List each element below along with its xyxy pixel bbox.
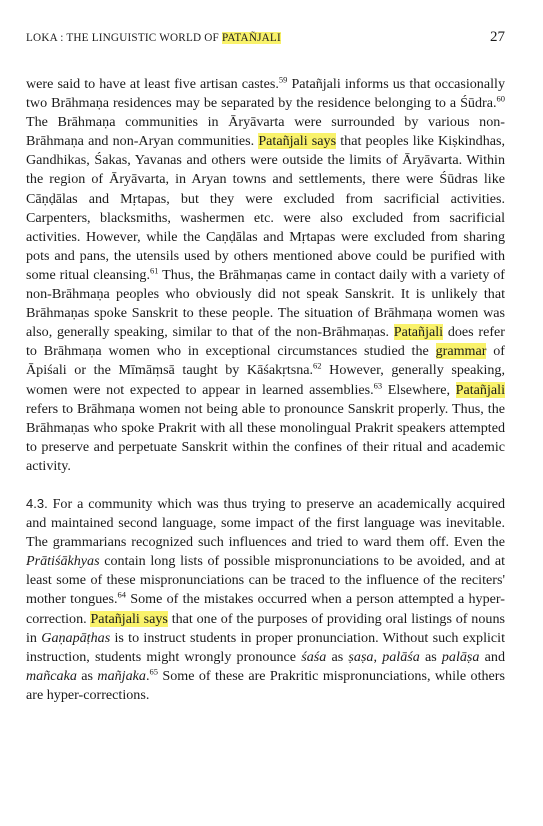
text-run: were said to have at least five artisan castes.: [26, 76, 279, 92]
text-run: refers to Brāhmaṇa women not being able to pronounce Sanskrit properly. Thus, the Brāhmaṇas who spoke Prakrit with all these monolingual Prakrit speakers attempted to preserve and perpetuate Sanskrit within the confines of their ritual and academic activity.: [26, 400, 505, 474]
italic-term: palāṣa: [441, 648, 480, 665]
highlight-patanjali: Patañjali: [393, 324, 444, 341]
italic-term: Gaṇapāṭhas: [41, 629, 111, 646]
page-number: 27: [490, 29, 505, 45]
text-run: that one of the purposes of providing oral listings of nouns in: [26, 610, 505, 646]
text-run: Thus, the Brāhmaṇas came in contact daily with a variety of non-Brāhmaṇa peoples who obviously did not speak Sanskrit. It is unlikely that Brāhmaṇas spoke Sanskrit to these people. The situation of Brāhmaṇa women was also, generally speaking, similar to that of the non-Brāhmaṇas.: [26, 266, 505, 341]
italic-term: palāśa: [382, 648, 420, 665]
footnote-ref-60: 60: [496, 93, 505, 104]
footnote-ref-62: 62: [313, 360, 322, 371]
italic-term: mañcaka: [26, 667, 77, 684]
highlight-patanjali: Patañjali: [455, 381, 505, 398]
paragraph-2: [26, 494, 505, 705]
text-run: is to instruct students in proper pronunciation. Without such explicit instruction, students might wrongly pronounce: [26, 629, 505, 665]
running-head-highlight: PATAÑJALI: [221, 32, 281, 44]
page-header: [26, 29, 505, 51]
text-run: .: [145, 667, 150, 684]
highlight-patanjali-says: Patañjali says: [90, 610, 168, 627]
italic-term: śaśa: [301, 648, 327, 665]
italic-term: mañjaka: [97, 667, 146, 684]
text-run: as: [76, 667, 98, 684]
running-head-prefix: LOKA : THE LINGUISTIC WORLD OF: [26, 32, 222, 44]
text-run: Patañjali informs us that occasionally two Brāhmaṇa residences may be separated by the residence belonging to a Śūdra.: [26, 76, 505, 112]
text-run: as: [419, 648, 442, 665]
footnote-ref-65: 65: [149, 666, 158, 677]
footnote-ref-61: 61: [150, 265, 159, 276]
paragraph-1: [26, 75, 505, 476]
text-run: Elsewhere,: [382, 381, 456, 398]
footnote-ref-64: 64: [117, 589, 127, 600]
section-number: 4.3.: [26, 495, 48, 511]
footnote-ref-59: 59: [278, 74, 288, 85]
text-run: Some of these are Prakritic mispronunciations, while others are hyper-corrections.: [26, 667, 505, 703]
text-run: does refer to Brāhmaṇa women who in exceptional circumstances studied the: [26, 324, 505, 360]
text-run: and: [479, 648, 505, 665]
highlight-patanjali-says: Patañjali says: [258, 133, 337, 150]
text-run: ,: [373, 648, 383, 665]
text-run: contain long lists of possible mispronunciations to be avoided, and at least some of these mispronunciations can be traced to the influence of the reciters' mother tongues.: [26, 553, 505, 608]
italic-term: Prātiśākhyas: [26, 553, 100, 570]
text-run: However, generally speaking, women were not expected to appear in learned assemblies.: [26, 362, 505, 398]
text-run: of Āpiśali or the Mīmāṃsā taught by Kāśakṛtsna.: [26, 343, 505, 379]
italic-term: ṣaṣa: [348, 648, 374, 665]
text-run: The Brāhmaṇa communities in Āryāvarta were surrounded by various non-Brāhmaṇa and non-Aryan communities.: [26, 114, 505, 150]
text-run: that peoples like Kiṣkindhas, Gandhikas, Śakas, Yavanas and others were outside the limits of Āryāvarta. Within the region of Āryāvarta, in Aryan towns and settlements, there were Śūdras like Cāṇḍālas and Mṛtapas, but they were excluded from sacrificial activities. Carpenters, blacksmiths, washermen etc. were also excluded from sacrificial activities. However, while the Caṇḍālas and Mṛtapas were excluded from sharing pots and pans, the utensils used by others mentioned above could be purified with some ritual cleansing.: [26, 133, 505, 283]
text-run: Some of the mistakes occurred when a person attempted a hyper-correction.: [26, 591, 505, 627]
highlight-grammar: grammar: [435, 343, 487, 360]
footnote-ref-63: 63: [373, 379, 383, 390]
text-run: as: [326, 648, 349, 665]
running-head: [26, 32, 281, 44]
text-run: For a community which was thus trying to preserve an academically acquired and maintained second language, some impact of the first language was inevitable. The grammarians recognized such influences and tried to ward them off. Even the: [26, 495, 505, 551]
